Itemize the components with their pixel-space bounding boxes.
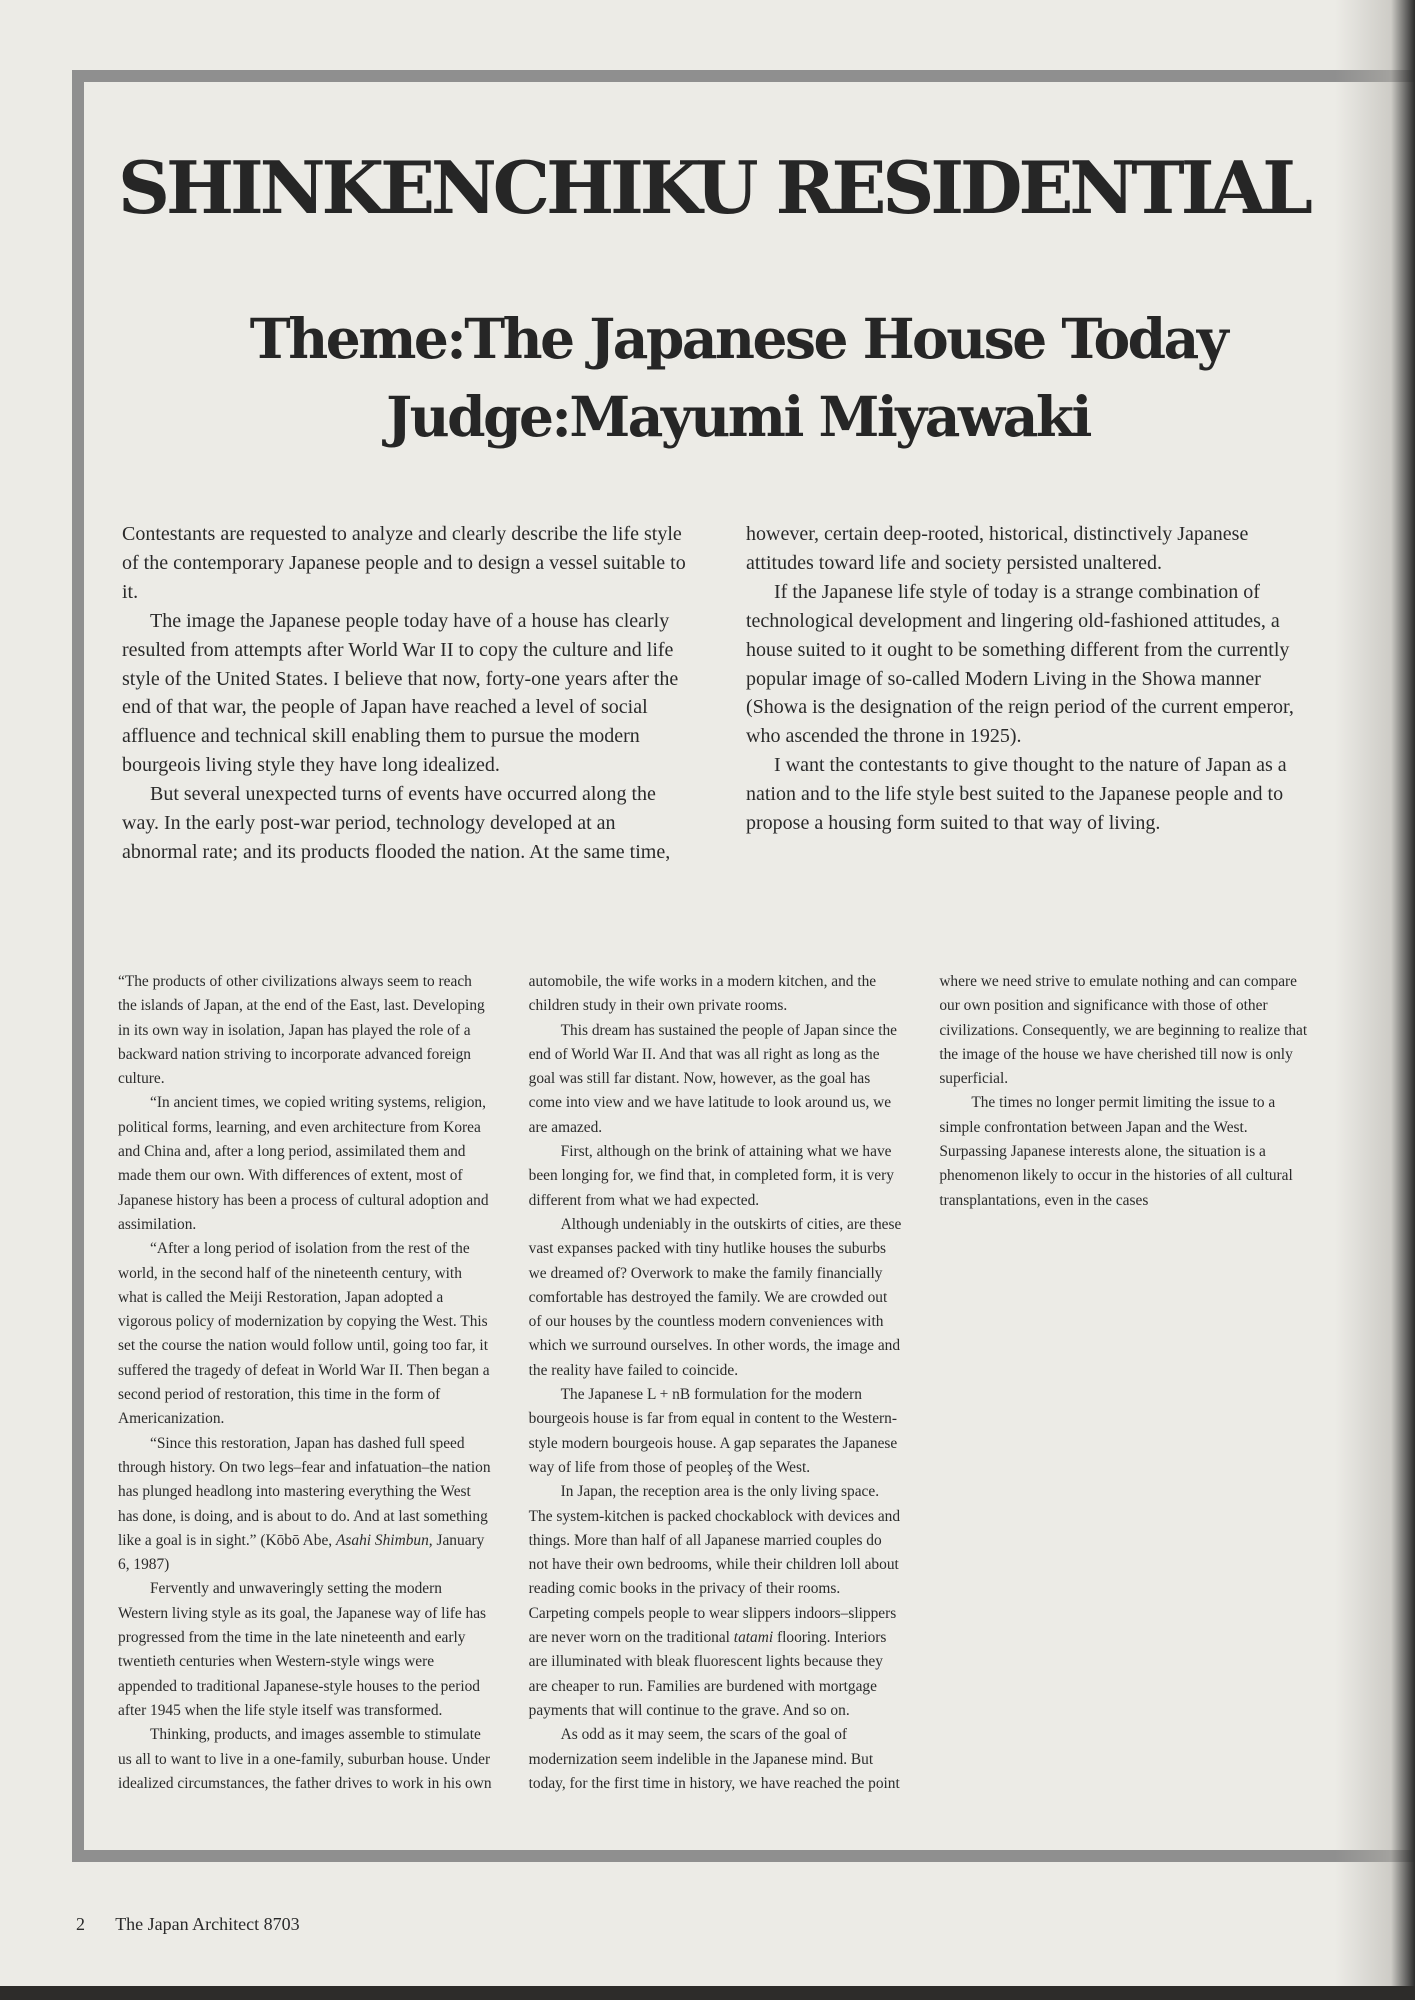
intro-text	[122, 520, 1318, 867]
page-footer	[76, 1914, 300, 1935]
body-paragraph: Fervently and unwaveringly setting the modern Western living style as its goal, the Japanese way of life has progressed from the time in the late nineteenth and early twentieth centuries when Western-style wings were appended to traditional Japanese-style houses to the period after 1945 when the life style itself was transformed.	[118, 1580, 487, 1719]
theme-heading	[118, 300, 1358, 456]
body-text: In Japan, the reception area is the only living space. The system-kitchen is packed chockablock with devices and things. More than half of all Japanese married couples do not have their own bedrooms, while their children loll about reading comic books in the privacy of their rooms. Carpeting compels people to wear slippers indoors–slippers are never worn on the traditional	[528, 1483, 901, 1647]
body-text: flooring. Interiors are illuminated with bleak fluorescent lights because they are cheaper to run. Families are burdened with mortgage payments that will continue to the grave. And so on.	[528, 1629, 887, 1719]
citation-title: Asahi Shimbun,	[336, 1531, 433, 1549]
intro-paragraph: Contestants are requested to analyze and clearly describe the life style of the contemporary Japanese people and to design a vessel suitable to it.	[122, 523, 686, 603]
body-paragraph: Thinking, products, and images assemble to stimulate us all to want to live in a one-family, suburban house. Under idealized circumstances, the father drives to work in his own automobile, the wife works in a modern kitchen, and the children study in their own private rooms.	[118, 973, 877, 1792]
body-paragraph: “In ancient times, we copied writing systems, religion, political forms, learning, and even architecture from Korea and China and, after a long period, assimilated them and made them our own. With differences of extent, most of Japanese history has been a process of cultural adoption and assimilation.	[118, 1094, 489, 1233]
intro-paragraph: The image the Japanese people today have of a house has clearly resulted from attempts after World War II to copy the culture and life style of the United States. I believe that now, forty-one years after the end of that war, the people of Japan have reached a level of social affluence and technical skill enabling them to pursue the modern bourgeois living style they have long idealized.	[122, 609, 679, 777]
body-paragraph: “The products of other civilizations always seem to reach the islands of Japan, at the end of the East, last. Developing in its own way in isolation, Japan has played the role of a backward nation striving to incorporate advanced foreign culture.	[118, 973, 485, 1088]
tatami-term: tatami	[733, 1629, 774, 1647]
body-paragraph: First, although on the brink of attaining what we have been longing for, we find that, in completed form, it is very different from what we had expected.	[528, 1143, 894, 1209]
body-paragraph: Although undeniably in the outskirts of cities, are these vast expanses packed with tiny hutlike houses the suburbs we dreamed of? Overwork to make the family financially comfortable has destroyed the family. We are crowded out of our houses by the countless modern conveniences with which we surround ourselves. In other words, the image and the reality have failed to coincide.	[528, 1215, 902, 1379]
theme-line: Theme:The Japanese House Today	[249, 306, 1227, 371]
page-number: 2	[76, 1914, 85, 1934]
body-paragraph: This dream has sustained the people of Japan since the end of World War II. And that was all right as long as the goal was still far distant. Now, however, as the goal has come into view and we have latitude to look around us, we are amazed.	[528, 1021, 898, 1136]
intro-paragraph: But several unexpected turns of events have occurred along the way. In the early post-war period, technology developed at an abnormal rate; and its products flooded the nation. At the same time, however, certain deep-rooted, historical, distinctively Japanese attitudes toward life and society persisted unaltered.	[122, 523, 1249, 863]
page-title: SHINKENCHIKU RESIDENTIAL	[118, 145, 1309, 230]
body-paragraph: The times no longer permit limiting the issue to a simple confrontation between Japan and the West. Surpassing Japanese interests alone, the situation is a phenomenon likely to occur in the histories of all cultural transplantations, even in the cases	[939, 1094, 1293, 1209]
body-paragraph	[118, 1432, 492, 1578]
body-text: “Since this restoration, Japan has dashed full speed through history. On two legs–fear and infatuation–the nation has plunged headlong into mastering everything the West has done, is doing, and is about to do. And at last something like a goal is in sight.” (Kōbō Abe,	[118, 1434, 491, 1549]
intro-paragraph: I want the contestants to give thought to the nature of Japan as a nation and to the life style best suited to the Japanese people and to propose a housing form suited to that way of living.	[746, 754, 1287, 835]
publication-name: The Japan Architect 8703	[115, 1914, 300, 1934]
judge-line: Judge:Mayumi Miyawaki	[386, 384, 1090, 449]
body-text: January 6, 1987)	[118, 1531, 485, 1574]
intro-paragraph: If the Japanese life style of today is a strange combination of technological development and lingering old-fashioned attitudes, a house suited to it ought to be something different from the currently popular image of so-called Modern Living in the Showa manner (Showa is the designation of the reign period of the current emperor, who ascended the throne in 1925).	[746, 580, 1294, 748]
body-paragraph: As odd as it may seem, the scars of the goal of modernization seem indelible in the Japanese mind. But today, for the first time in history, we have reached the point where we need strive to emulate nothing and can compare our own position and significance with those of other civilizations. Consequently, we are beginning to realize that the image of the house we have cherished till now is only superficial.	[528, 973, 1308, 1792]
body-paragraph: “After a long period of isolation from the rest of the world, in the second half of the nineteenth century, with what is called the Meiji Restoration, Japan adopted a vigorous policy of modernization by copying the West. This set the course the nation would follow until, going too far, it suffered the tragedy of defeat in World War II. Then began a second period of restoration, this time in the form of Americanization.	[118, 1240, 490, 1428]
page-bottom-edge	[0, 1986, 1415, 2000]
article-body	[118, 970, 1313, 1816]
body-paragraph	[529, 1480, 903, 1723]
body-paragraph: The Japanese L + nB formulation for the modern bourgeois house is far from equal in content to the Western-style modern bourgeois house. A gap separates the Japanese way of life from those of peopleş of the West.	[528, 1386, 898, 1476]
